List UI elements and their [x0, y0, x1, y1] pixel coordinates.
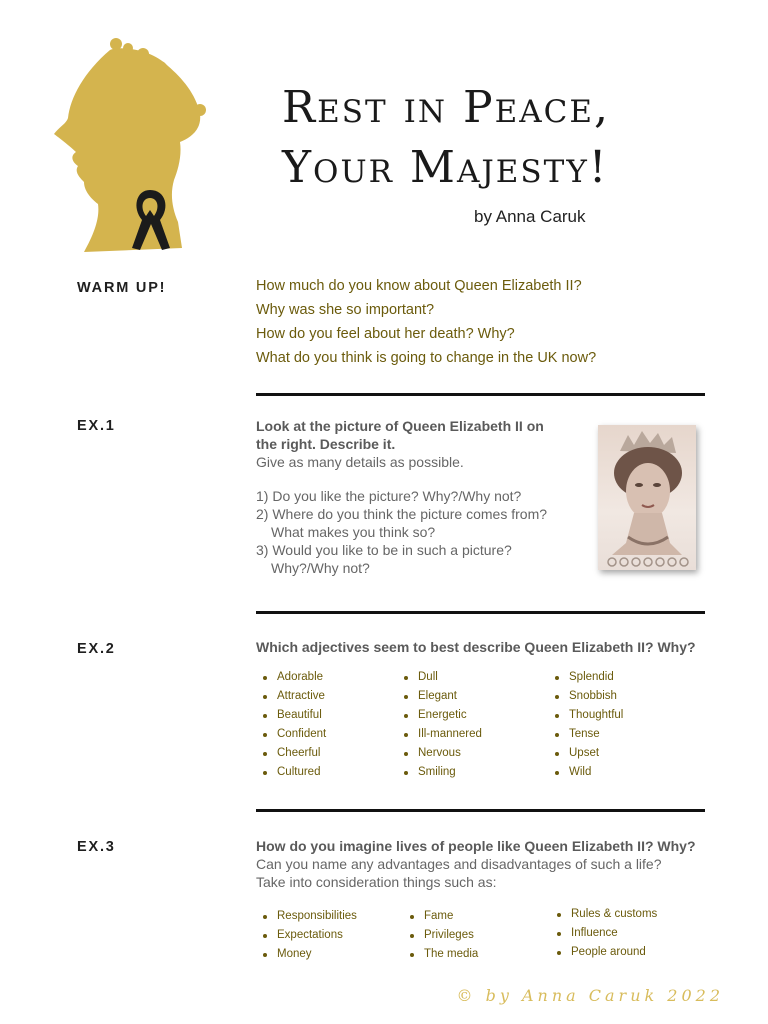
list-item: People around: [571, 943, 657, 962]
ex1-question: 3) Would you like to be in such a picture?: [256, 542, 512, 558]
ex1-question: 1) Do you like the picture? Why?/Why not?: [256, 488, 522, 504]
ex2-question: Which adjectives seem to best describe Queen Elizabeth II? Why?: [256, 639, 696, 655]
warmup-question: How much do you know about Queen Elizabeth II?: [256, 278, 582, 294]
ex3-line-3: Take into consideration things such as:: [256, 874, 497, 890]
ex2-label: EX.2: [77, 641, 116, 657]
list-item: Adorable: [277, 668, 326, 687]
ex3-line-2: Can you name any advantages and disadvantages of such a life?: [256, 856, 662, 872]
queen-banknote-picture: [598, 425, 696, 570]
ex1-instruction-line-1: Look at the picture of Queen Elizabeth II on: [256, 418, 544, 434]
ex1-label: EX.1: [77, 418, 116, 434]
ex3-topic-list-3: [551, 905, 657, 962]
section-divider: [256, 393, 705, 396]
ex1-question: 2) Where do you think the picture comes from?: [256, 506, 548, 522]
list-item: Rules & customs: [571, 905, 657, 924]
list-item: Confident: [277, 725, 326, 744]
list-item: Smiling: [418, 763, 482, 782]
copyright-footer: © by Anna Caruk 2022: [456, 986, 724, 1005]
ex3-topic-list-2: [404, 907, 478, 964]
list-item: Influence: [571, 924, 657, 943]
queen-portrait-icon: [598, 425, 696, 570]
list-item: Tense: [569, 725, 623, 744]
list-item: Money: [277, 945, 357, 964]
list-item: Elegant: [418, 687, 482, 706]
list-item: The media: [424, 945, 478, 964]
ex3-label: EX.3: [77, 839, 116, 855]
list-item: Wild: [569, 763, 623, 782]
list-item: Beautiful: [277, 706, 326, 725]
ex1-subtext: Give as many details as possible.: [256, 454, 464, 470]
list-item: Dull: [418, 668, 482, 687]
author-byline: by Anna Caruk: [474, 207, 586, 226]
queen-silhouette-logo: [50, 38, 210, 254]
ex2-adjective-list-2: [398, 668, 482, 782]
section-divider: [256, 611, 705, 614]
ex2-adjective-list-1: [257, 668, 326, 782]
section-divider: [256, 809, 705, 812]
ex3-question: How do you imagine lives of people like Queen Elizabeth II? Why?: [256, 838, 696, 854]
list-item: Attractive: [277, 687, 326, 706]
list-item: Snobbish: [569, 687, 623, 706]
list-item: Splendid: [569, 668, 623, 687]
list-item: Fame: [424, 907, 478, 926]
warmup-label: WARM UP!: [77, 280, 167, 296]
list-item: Thoughtful: [569, 706, 623, 725]
list-item: Upset: [569, 744, 623, 763]
ex1-question-continued: Why?/Why not?: [271, 560, 370, 576]
page-title-line-2: Your Majesty!: [282, 142, 609, 193]
ex3-topic-list-1: [257, 907, 357, 964]
list-item: Privileges: [424, 926, 478, 945]
ex1-question-continued: What makes you think so?: [271, 524, 436, 540]
queen-profile-icon: [54, 38, 206, 252]
list-item: Nervous: [418, 744, 482, 763]
warmup-question: Why was she so important?: [256, 302, 435, 318]
list-item: Responsibilities: [277, 907, 357, 926]
warmup-question: How do you feel about her death? Why?: [256, 326, 515, 342]
list-item: Energetic: [418, 706, 482, 725]
ex2-adjective-list-3: [549, 668, 623, 782]
list-item: Cheerful: [277, 744, 326, 763]
page-title-line-1: Rest in Peace,: [282, 82, 610, 133]
ex1-instruction-line-2: the right. Describe it.: [256, 436, 396, 452]
warmup-question: What do you think is going to change in the UK now?: [256, 350, 597, 366]
list-item: Cultured: [277, 763, 326, 782]
list-item: Expectations: [277, 926, 357, 945]
list-item: Ill-mannered: [418, 725, 482, 744]
